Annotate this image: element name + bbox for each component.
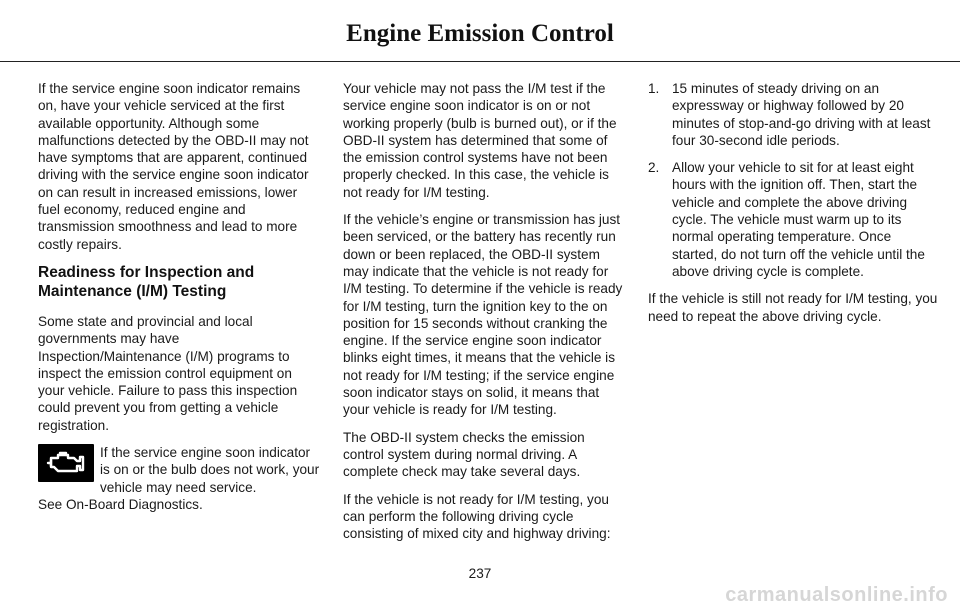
indicator-note: [38, 444, 320, 496]
step-text: Allow your vehicle to sit for at least eight hours with the ignition off. Then, start the vehicle and complete the above driving cycle. The vehicle must warm up to its normal operating temperature. Once started, do not turn off the vehicle until the above driving cycle is complete.: [672, 160, 925, 279]
check-engine-icon: [38, 444, 94, 482]
list-item: [648, 80, 938, 149]
section-heading: Readiness for Inspection and Maintenance (I/M) Testing: [38, 263, 255, 300]
step-number: 2.: [648, 160, 660, 176]
driving-cycle-steps: [648, 80, 938, 280]
closing-paragraph: If the vehicle is still not ready for I/M testing, you need to repeat the above driving cycle.: [648, 291, 938, 324]
see-also-text: See On-Board Diagnostics.: [38, 496, 203, 512]
im-programs-paragraph: Some state and provincial and local governments may have Inspection/Maintenance (I/M) programs to inspect the emission control equipment on your vehicle. Failure to pass this inspection could prevent you from getting a vehicle registration.: [38, 313, 298, 433]
step-text: 15 minutes of steady driving on an expressway or highway followed by 20 minutes of stop-and-go driving with at least four 30-second idle periods.: [672, 81, 931, 148]
watermark: carmanualsonline.info: [725, 584, 948, 606]
page-title: Engine Emission Control: [346, 20, 614, 47]
indicator-note-text: If the service engine soon indicator is on or the bulb does not work, your vehicle may need service.: [100, 445, 320, 495]
col2-paragraph-1: Your vehicle may not pass the I/M test if the service engine soon indicator is on or not working properly (bulb is burned out), or if the OBD-II system has determined that some of the emission control systems have not been properly checked. In this case, the vehicle is not ready for I/M testing.: [343, 81, 617, 200]
col2-paragraph-2: If the vehicle’s engine or transmission has just been serviced, or the battery has recently run down or been replaced, the OBD-II system may indicate that the vehicle is not ready for I/M testing. To determine if the vehicle is ready for I/M testing, turn the ignition key to the on position for 15 seconds without cranking the engine. If the service engine soon indicator blinks eight times, it means that the vehicle is not ready for I/M testing; if the service engine soon indicator stays on solid, it means that your vehicle is ready for I/M testing.: [343, 212, 623, 418]
page-number: 237: [468, 566, 492, 581]
intro-paragraph: If the service engine soon indicator remains on, have your vehicle serviced at the first available opportunity. Although some malfunctions detected by the OBD-II may not have symptoms that are apparent, continued driving with the service engine soon indicator on can result in increased emissions, lower fuel economy, reduced engine and transmission smoothness and lead to more costly repairs.: [38, 81, 309, 252]
step-number: 1.: [648, 81, 660, 96]
column-3: [648, 80, 938, 335]
col2-paragraph-4: If the vehicle is not ready for I/M testing, you can perform the following driving cycle consisting of mixed city and highway driving:: [343, 491, 611, 542]
header-rule: [0, 61, 960, 62]
page-header: [0, 0, 960, 62]
list-item: [648, 159, 938, 280]
column-2: [343, 80, 626, 552]
column-1: [38, 80, 320, 513]
col2-paragraph-3: The OBD-II system checks the emission control system during normal driving. A complete check may take several days.: [343, 429, 585, 480]
